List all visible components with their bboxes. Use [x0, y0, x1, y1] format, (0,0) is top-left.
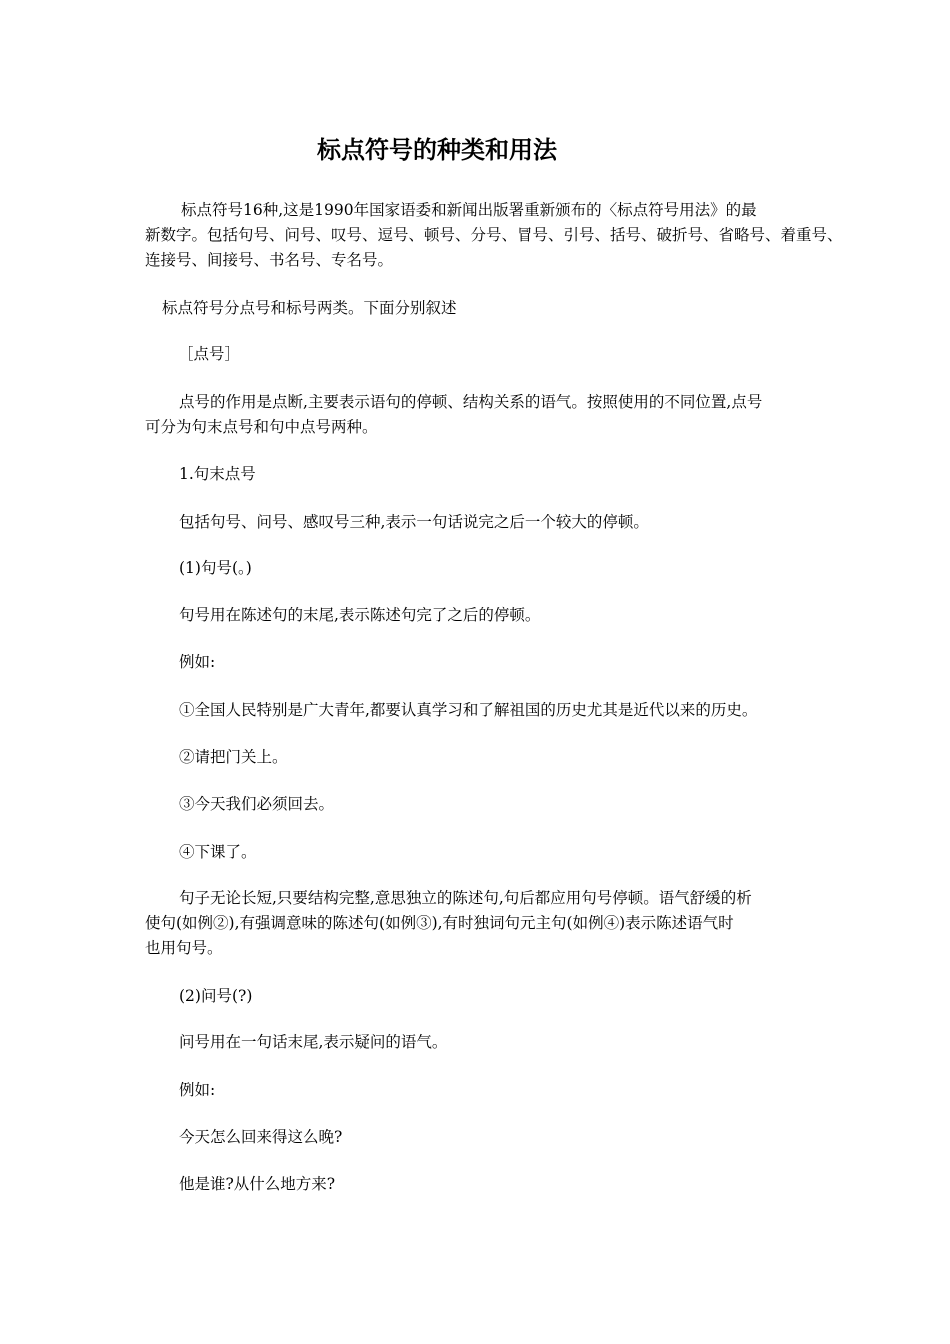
sub-heading: (2)问号(?) — [179, 987, 253, 1005]
period-note-paragraph — [145, 886, 825, 961]
example-item: 他是谁?从什么地方来? — [179, 1175, 336, 1193]
example-label: 例如: — [179, 653, 216, 671]
period-note-line: 句子无论长短,只要结构完整,意思独立的陈述句,句后都应用句号停顿。语气舒缓的析 — [179, 889, 752, 907]
paragraph: 句号用在陈述句的末尾,表示陈述句完了之后的停顿。 — [179, 606, 541, 624]
point-intro-line: 点号的作用是点断,主要表示语句的停顿、结构关系的语气。按照使用的不同位置,点号 — [179, 393, 763, 411]
example-item: 今天怎么回来得这么晚? — [179, 1128, 343, 1146]
period-note-line: 使句(如例②),有强调意味的陈述句(如例③),有时独词句元主句(如例④)表示陈述语气时 — [145, 914, 734, 932]
example-item: ③今天我们必须回去。 — [179, 795, 335, 813]
example-item: ④下课了。 — [179, 843, 257, 861]
sub-heading: (1)句号(。) — [179, 559, 252, 577]
sub-heading: 1.句末点号 — [179, 465, 256, 483]
point-intro-paragraph — [145, 390, 825, 440]
overview-paragraph: 标点符号分点号和标号两类。下面分别叙述 — [162, 299, 457, 317]
intro-paragraph — [145, 198, 843, 273]
point-intro-line: 可分为句末点号和句中点号两种。 — [145, 418, 378, 436]
period-note-line: 也用句号。 — [145, 939, 223, 957]
example-item: ②请把门关上。 — [179, 748, 288, 766]
example-label: 例如: — [179, 1081, 216, 1099]
intro-line: 标点符号16种,这是1990年国家语委和新闻出版署重新颁布的〈标点符号用法》的最 — [181, 201, 757, 219]
section-heading: ［点号］ — [178, 345, 241, 363]
intro-line: 新数字。包括句号、问号、叹号、逗号、顿号、分号、冒号、引号、括号、破折号、省略号、着重号、 — [145, 226, 843, 244]
intro-line: 连接号、间接号、书名号、专名号。 — [145, 251, 394, 269]
document-title: 标点符号的种类和用法 — [317, 136, 557, 164]
paragraph: 包括句号、问号、感叹号三种,表示一句话说完之后一个较大的停顿。 — [179, 513, 649, 531]
paragraph: 问号用在一句话末尾,表示疑问的语气。 — [179, 1033, 448, 1051]
example-item: ①全国人民特别是广大青年,都要认真学习和了解祖国的历史尤其是近代以来的历史。 — [179, 701, 758, 719]
